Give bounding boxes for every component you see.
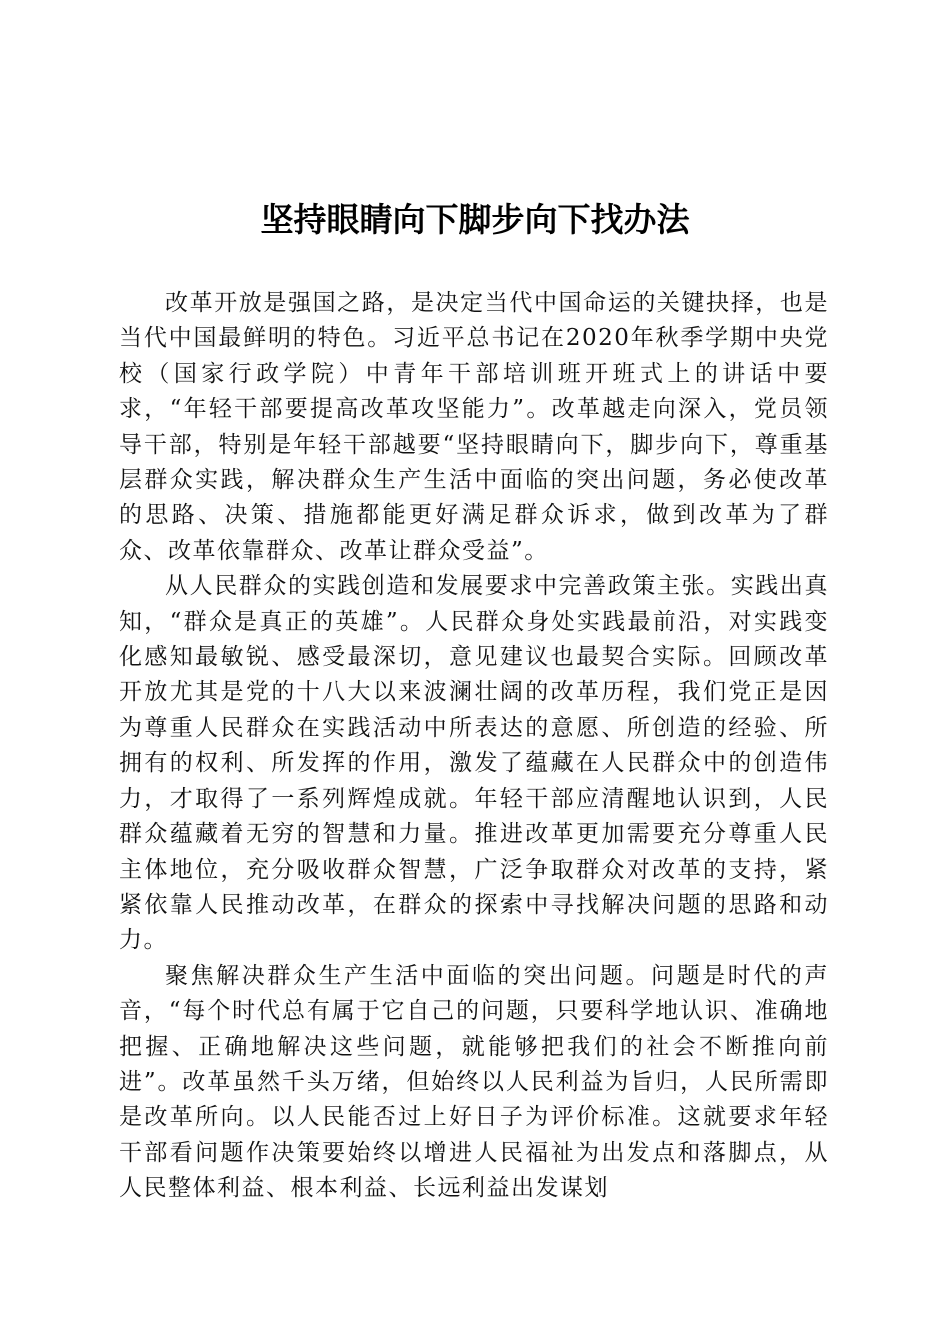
document-body (119, 286, 829, 1207)
paragraph-1: 改革开放是强国之路，是决定当代中国命运的关键抉择，也是当代中国最鲜明的特色。习近平总书记在2020年秋季学期中央党校（国家行政学院）中青年干部培训班开班式上的讲话中要求，“年轻干部要提高改革攻坚能力”。改革越走向深入，党员领导干部，特别是年轻干部越要“坚持眼睛向下，脚步向下，尊重基层群众实践，解决群众生产生活中面临的突出问题，务必使改革的思路、决策、措施都能更好满足群众诉求，做到改革为了群众、改革依靠群众、改革让群众受益”。 (119, 290, 829, 564)
paragraph-3: 聚焦解决群众生产生活中面临的突出问题。问题是时代的声音，“每个时代总有属于它自己的问题，只要科学地认识、准确地把握、正确地解决这些问题，就能够把我们的社会不断推向前进”。改革虽然千头万绪，但始终以人民利益为旨归，人民所需即是改革所向。以人民能否过上好日子为评价标准。这就要求年轻干部看问题作决策要始终以增进人民福祉为出发点和落脚点，从人民整体利益、根本利益、长远利益出发谋划 (119, 962, 829, 1202)
document-title: 坚持眼睛向下脚步向下找办法 (260, 200, 690, 239)
paragraph-2: 从人民群众的实践创造和发展要求中完善政策主张。实践出真知，“群众是真正的英雄”。人民群众身处实践最前沿，对实践变化感知最敏锐、感受最深切，意见建议也最契合实际。回顾改革开放尤其是党的十八大以来波澜壮阔的改革历程，我们党正是因为尊重人民群众在实践活动中所表达的意愿、所创造的经验、所拥有的权利、所发挥的作用，激发了蕴藏在人民群众中的创造伟力，才取得了一系列辉煌成就。年轻干部应清醒地认识到，人民群众蕴藏着无穷的智慧和力量。推进改革更加需要充分尊重人民主体地位，充分吸收群众智慧，广泛争取群众对改革的支持，紧紧依靠人民推动改革，在群众的探索中寻找解决问题的思路和动力。 (119, 573, 829, 954)
